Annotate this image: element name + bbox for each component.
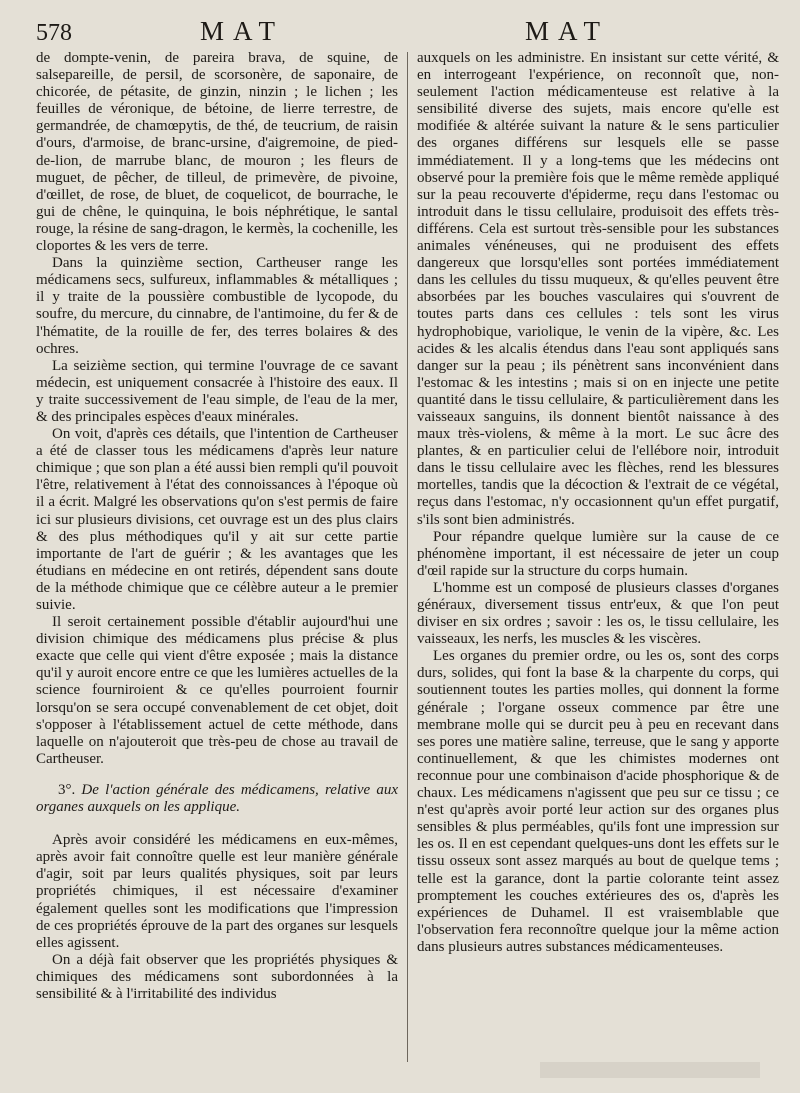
section-title: De l'action générale des médicamens, relative aux organes auxquels on les applique. (36, 781, 399, 816)
paragraph: Pour répandre quelque lumière sur la cause de ce phénomène important, il est nécessaire de jeter un coup d'œil rapide sur la structure du corps humain. (417, 528, 779, 579)
section-number: 3°. (58, 781, 76, 798)
column-divider (407, 52, 408, 1062)
page-header (0, 14, 800, 54)
paragraph: L'homme est un composé de plusieurs classes d'organes généraux, diversement tissus entr'eux, & que l'on peut diviser en six ordres ; savoir : les os, le tissu cellulaire, les vaisseaux, les nerfs, les muscles & les viscères. (417, 579, 779, 648)
paragraph: Les organes du premier ordre, ou les os, sont des corps durs, solides, qui font la base & la charpente du corps, qui soutiennent toutes les parties molles, qui donnent la forme générale ; l'organe osseux commence par être une membrane molle qui se durcit peu à peu en recevant dans ses pores une matière saline, terreuse, que le sang y apporte continuellement, & que les chimistes modernes ont reconnue pour une combinaison d'acide phosphorique & de chaux. Les médicamens n'agissent que peu sur ce tissu ; ce n'est qu'après avoir porté leur action sur des organes plus sensibles & plus perméables, qu'ils font une impression sur les os. Il en est cependant quelques-uns dont les effets sur le tissu osseux sont assez marqués au bout de quelque tems ; telle est la garance, dont la partie colorante teint assez promptement les couches extérieures des os, d'après les expériences de Duhamel. Il est vraisemblable que l'observation fera reconnoître quelque jour la même action dans plusieurs autres substances médicamenteuses. (417, 648, 779, 955)
paragraph: La seizième section, qui termine l'ouvrage de ce savant médecin, est uniquement consacrée à l'histoire des eaux. Il y traite successivement de l'eau simple, de l'eau de la mer, & des principales espèces d'eaux minérales. (36, 357, 398, 425)
paragraph: Après avoir considéré les médicamens en eux-mêmes, après avoir fait connoître quelle est leur manière générale d'agir, soit par leurs qualités physiques, soit par leurs propriétés chimiques, il est nécessaire d'examiner également quelles sont les modifications que l'impression de ces propriétés éprouve de la part des organes sur lesquels elles agissent. (36, 832, 398, 951)
page-number: 578 (36, 20, 72, 46)
section-heading (36, 782, 398, 816)
paragraph: auxquels on les administre. En insistant sur cette vérité, & en interrogeant l'expérience, on reconnoît que, non-seulement l'action médicamenteuse est relative à la sensibilité diverse des sujets, mais encore qu'elle est modifiée & altérée suivant la nature & le sens particulier des organes différens sur lesquels elle se passe immédiatement. Il y a long-tems que les médecins ont observé pour la première fois que le même remède appliqué sur la peau recouverte d'épiderme, reçu dans l'estomac ou introduit dans le tissu cellulaire, produisoit des effets très-différens. Cela est surtout très-sensible pour les substances animales vénéneuses, qui ne produisent des effets dangereux que lorsqu'elles sont portées immédiatement dans les cellules du tissu muqueux, & qu'elles peuvent être absorbées par les bouches vasculaires qui s'ouvrent de toutes parts dans ces cellules : tels sont les virus hydrophobique, variolique, le venin de la vipère, &c. Les acides & les alcalis étendus dans l'eau sont appliqués sans danger sur la peau ; ils pénètrent sans inconvénient dans l'estomac & les intestins ; mais si on en injecte une petite quantité dans le tissu cellulaire, & particulièrement dans les vaisseaux sanguins, ils donnent bientôt naissance à des maux très-violens, & même à la mort. Le suc âcre des plantes, & en particulier celui de l'ellébore noir, introduit dans le tissu cellulaire avec les flèches, rend les blessures mortelles, tandis que la décoction & l'extrait de ce végétal, reçus dans l'estomac, n'y occasionnent qu'un effet purgatif, s'ils sont bien administrés. (417, 50, 779, 528)
running-head-left: MAT (200, 16, 285, 46)
paragraph: de dompte-venin, de pareira brava, de squine, de salsepareille, de persil, de scorsonère, de saponaire, de chicorée, de pétasite, de ginzin, ninzin ; le lichen ; les feuilles de véronique, de bétoine, de lierre terrestre, de germandrée, de chamœpytis, de thé, de teucrium, de raisin d'ours, d'armoise, de branc-ursine, d'aigremoine, de pied-de-lion, de marrube blanc, de mouron ; les fleurs de muguet, de pêcher, de tilleul, de primevère, de pivoine, d'œillet, de rose, de bluet, de coquelicot, de bourrache, le gui de chêne, le quinquina, le bois néphrétique, le santal rouge, la résine de sang-dragon, le kermès, la cochenille, les cloportes & les vers de terre. (36, 50, 398, 255)
left-column (36, 50, 398, 1003)
paragraph: On a déjà fait observer que les propriétés physiques & chimiques des médicamens sont subordonnées à la sensibilité & à l'irritabilité des individus (36, 951, 398, 1002)
running-head-right: MAT (525, 16, 610, 46)
paragraph: On voit, d'après ces détails, que l'intention de Cartheuser a été de classer tous les médicamens d'après leur nature chimique ; que son plan a été aussi bien rempli qu'il pouvoit l'être, relativement à l'état des connoissances à l'époque où il a écrit. Malgré les observations qu'on s'est permis de faire ici sur plusieurs divisions, cet ouvrage est un des plus clairs & des plus méthodiques qu'il y ait sur cette partie importante de l'art de guérir ; & les avantages que les étudians en médecine en ont retirés, dépendent sans doute de la méthode chimique que ce célèbre auteur a le premier suivie. (36, 426, 398, 613)
paragraph: Il seroit certainement possible d'établir aujourd'hui une division chimique des médicamens plus précise & plus exacte que celle qui vient d'être exposée ; mais la distance qu'il y auroit encore entre ce que les lumières actuelles de la science fourniroient & ce qu'elles pourroient fournir lorsqu'on se sera occupé convenablement de cet objet, doit s'opposer à l'établissement actuel de cette méthode, dans laquelle on n'ajouteroit que très-peu de chose au travail de Cartheuser. (36, 614, 398, 767)
show-through-mark (540, 1062, 760, 1078)
right-column (417, 50, 779, 956)
paragraph: Dans la quinzième section, Cartheuser range les médicamens secs, sulfureux, inflammables & métalliques ; il y traite de la poussière combustible de lycopode, du soufre, du mercure, du cinnabre, de l'antimoine, du fer & de l'hématite, de la rouille de fer, des terres bolaires & des ochres. (36, 255, 398, 357)
